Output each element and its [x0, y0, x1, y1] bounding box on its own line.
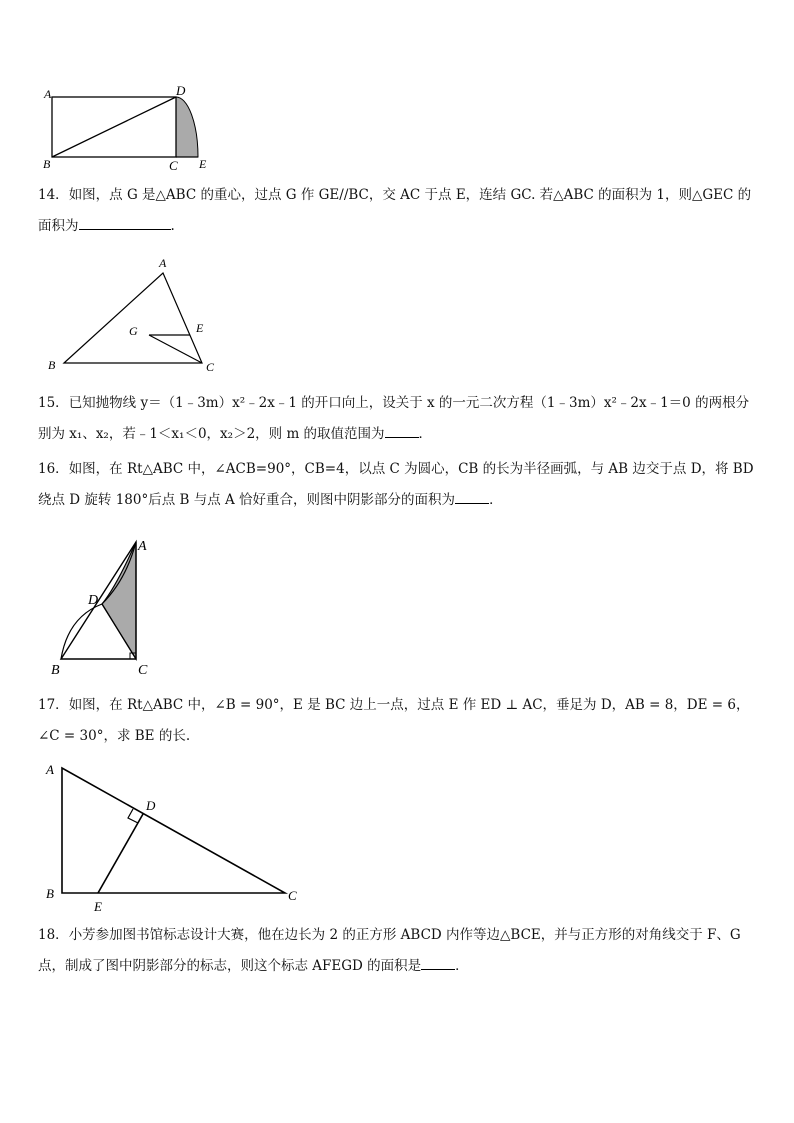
- label-d: D: [88, 593, 99, 608]
- answer-blank: [421, 955, 455, 970]
- triangle-abc: [62, 768, 285, 893]
- question-15: [38, 388, 762, 450]
- label-a: A: [159, 256, 167, 270]
- question-number: 15．: [38, 395, 69, 411]
- label-b: B: [51, 663, 60, 678]
- question-text: 如图，在 Rt△ABC 中，∠ACB=90°，CB=4，以点 C 为圆心，CB 的长为半径画弧，与 AB 边交于点 D，将 BD 绕点 D 旋转 180°后点 B 与点 A 恰好重合，则图中阴影部分的面积为: [38, 461, 754, 508]
- label-d: D: [146, 798, 156, 813]
- triangle-abc: [64, 273, 202, 363]
- question-17: [38, 690, 762, 752]
- label-c: C: [288, 888, 297, 903]
- answer-blank: [455, 489, 489, 504]
- question-tail: ．: [489, 492, 503, 508]
- label-b: B: [46, 886, 54, 901]
- segment-ed: [98, 814, 143, 893]
- shaded-region: [176, 97, 198, 157]
- label-c: C: [138, 663, 148, 678]
- question-number: 16．: [38, 461, 69, 477]
- arc-bd: [61, 604, 102, 659]
- question-number: 17．: [38, 697, 69, 713]
- label-b: B: [43, 157, 51, 171]
- question-number: 18．: [38, 927, 69, 943]
- segment-gc: [149, 335, 202, 363]
- question-text: 已知抛物线 y＝（1﹣3m）x²﹣2x﹣1 的开口向上，设关于 x 的一元二次方程（1﹣3m）x²﹣2x﹣1＝0 的两根分别为 x₁、x₂，若﹣1＜x₁＜0，x₂＞2，则 m 的取值范围为: [38, 395, 750, 442]
- label-g: G: [129, 324, 138, 338]
- figure-q17-triangle: [40, 760, 310, 915]
- figure-rectangle-arc: [38, 82, 218, 172]
- question-14: [38, 180, 762, 242]
- right-angle-mark: [128, 809, 138, 823]
- label-e: E: [94, 899, 102, 914]
- question-text: 小芳参加图书馆标志设计大赛，他在边长为 2 的正方形 ABCD 内作等边△BCE，并与正方形的对角线交于 F、G 点，制成了图中阴影部分的标志，则这个标志 AFEGD 的面积是: [38, 927, 741, 974]
- answer-blank: [79, 215, 171, 230]
- question-16: [38, 454, 762, 516]
- label-d: D: [176, 83, 186, 98]
- figure-q16-triangle: [46, 532, 166, 680]
- label-a: A: [44, 87, 52, 101]
- question-18: [38, 920, 762, 982]
- question-tail: ．: [418, 426, 433, 442]
- label-e: E: [196, 321, 204, 335]
- label-b: B: [48, 358, 56, 372]
- question-tail: ．: [455, 958, 469, 974]
- question-text: 如图，在 Rt△ABC 中，∠B = 90°，E 是 BC 边上一点，过点 E 作 ED ⊥ AC，垂足为 D，AB = 8，DE = 6，∠C = 30°，求 BE 的长.: [38, 697, 750, 744]
- figure-q14-triangle: [40, 255, 230, 375]
- diagonal-bd: [52, 97, 176, 157]
- question-text: 如图，点 G 是△ABC 的重心，过点 G 作 GE//BC，交 AC 于点 E，连结 GC. 若△ABC 的面积为 1，则△GEC 的面积为: [38, 187, 752, 234]
- label-c: C: [169, 158, 178, 172]
- label-e: E: [199, 157, 207, 171]
- label-c: C: [206, 360, 215, 374]
- question-tail: .: [170, 218, 175, 234]
- answer-blank: [385, 423, 419, 438]
- label-a: A: [138, 539, 147, 554]
- label-a: A: [46, 762, 54, 777]
- question-number: 14．: [38, 187, 69, 203]
